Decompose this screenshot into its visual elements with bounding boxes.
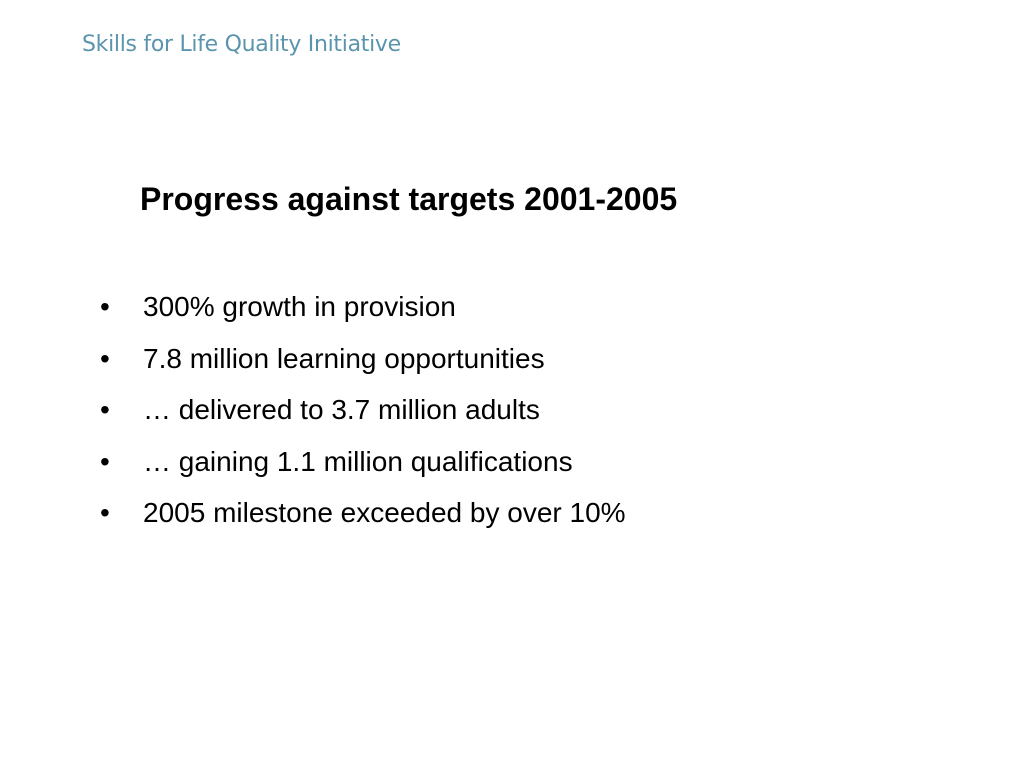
bullet-dot-icon: • — [100, 291, 110, 322]
bullet-text: … delivered to 3.7 million adults — [143, 394, 540, 425]
bullet-dot-icon: • — [100, 342, 110, 374]
bullet-text: 2005 milestone exceeded by over 10% — [143, 497, 626, 528]
slide-title: Progress against targets 2001-2005 — [140, 181, 678, 217]
bullet-dot-icon: • — [100, 394, 110, 425]
bullet-text: 7.8 million learning opportunities — [143, 342, 545, 374]
bullet-dot-icon: • — [100, 497, 110, 528]
bullet-text: 300% growth in provision — [143, 291, 456, 322]
bullet-dot-icon: • — [100, 445, 110, 477]
brand-header: Skills for Life Quality Initiative — [82, 32, 401, 57]
bullet-text: … gaining 1.1 million qualifications — [143, 445, 573, 477]
